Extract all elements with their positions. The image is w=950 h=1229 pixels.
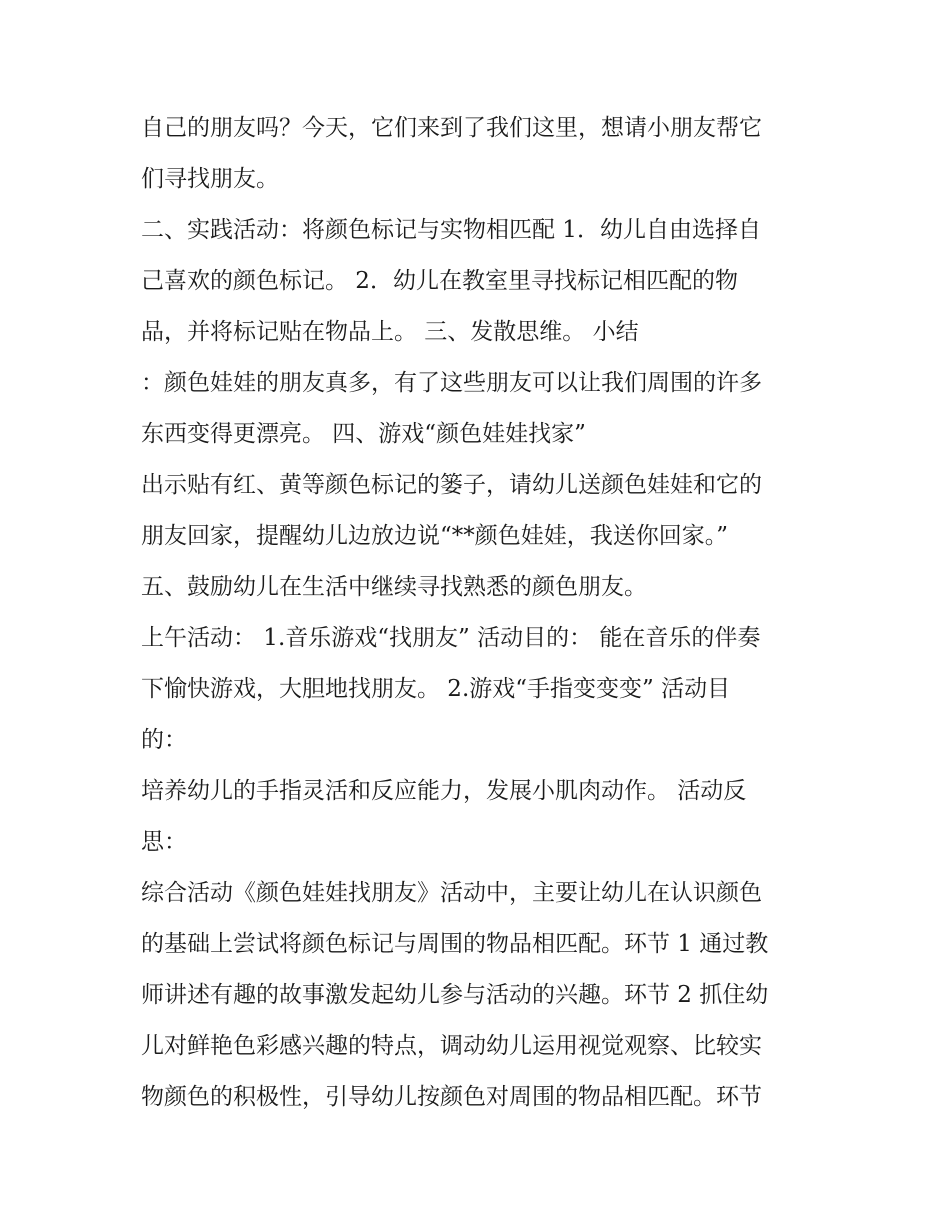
text-line: 师讲述有趣的故事激发起幼儿参与活动的兴趣。环节 2 抓住幼 — [141, 982, 769, 1008]
text-line: 自己的朋友吗？今天，它们来到了我们这里，想请小朋友帮它 — [141, 115, 762, 141]
text-line: 培养幼儿的手指灵活和反应能力，发展小肌肉动作。 活动反 — [141, 778, 747, 804]
text-line: 品，并将标记贴在物品上。 三、发散思维。 小结 — [141, 319, 639, 345]
text-line: 己喜欢的颜色标记。 2．幼儿在教室里寻找标记相匹配的物 — [141, 268, 738, 294]
text-line: 下愉快游戏，大胆地找朋友。 2.游戏“手指变变变” 活动目 — [141, 676, 731, 702]
text-line: 的： — [141, 727, 187, 753]
text-line: 东西变得更漂亮。 四、游戏“颜色娃娃找家” — [141, 421, 586, 447]
text-line: 儿对鲜艳色彩感兴趣的特点，调动幼儿运用视觉观察、比较实 — [141, 1033, 762, 1059]
text-line: 综合活动《颜色娃娃找朋友》活动中，主要让幼儿在认识颜色 — [141, 880, 762, 906]
text-line: 五、鼓励幼儿在生活中继续寻找熟悉的颜色朋友。 — [141, 574, 647, 600]
text-line: 们寻找朋友。 — [141, 166, 279, 192]
text-line: 的基础上尝试将颜色标记与周围的物品相匹配。环节 1 通过教 — [141, 931, 769, 957]
text-line: ：颜色娃娃的朋友真多，有了这些朋友可以让我们周围的许多 — [141, 370, 762, 396]
text-line: 思： — [141, 829, 187, 855]
text-line: 出示贴有红、黄等颜色标记的篓子，请幼儿送颜色娃娃和它的 — [141, 472, 762, 498]
body-text — [141, 103, 821, 1123]
text-line: 上午活动： 1.音乐游戏“找朋友” 活动目的： 能在音乐的伴奏 — [141, 625, 761, 651]
text-line: 朋友回家，提醒幼儿边放边说“**颜色娃娃，我送你回家。” — [141, 523, 729, 549]
text-line: 二、实践活动：将颜色标记与实物相匹配 1．幼儿自由选择自 — [141, 217, 761, 243]
text-line: 物颜色的积极性，引导幼儿按颜色对周围的物品相匹配。环节 — [141, 1084, 762, 1110]
